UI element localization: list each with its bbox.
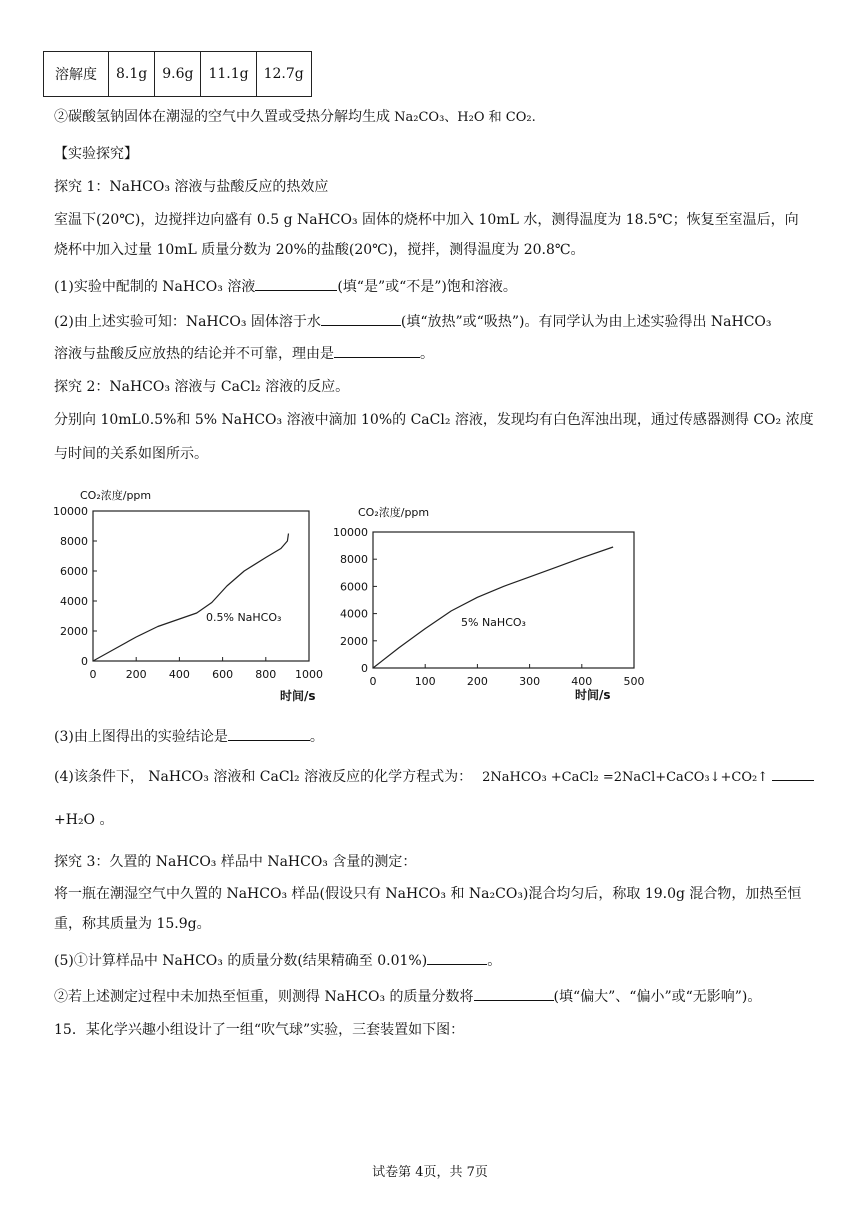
x-tick-label: 0 bbox=[369, 675, 377, 688]
x-tick-label: 500 bbox=[623, 675, 645, 688]
table-row bbox=[44, 52, 312, 97]
explore2-text-2: 与时间的关系如图所示。 bbox=[54, 446, 208, 462]
question-3-text: (3)由上图得出的实验结论是 bbox=[54, 729, 228, 745]
explore2-title: 探究 2：NaHCO₃ 溶液与 CaCl₂ 溶液的反应。 bbox=[54, 379, 350, 395]
question-3-end: 。 bbox=[309, 729, 324, 745]
question-5-1 bbox=[54, 950, 501, 971]
x-tick-label: 400 bbox=[571, 675, 593, 688]
y-tick-label: 4000 bbox=[60, 595, 88, 608]
table-cell: 11.1g bbox=[201, 52, 256, 97]
question-4-tail: +H₂O 。 bbox=[54, 812, 114, 828]
section-heading: 【实验探究】 bbox=[54, 146, 138, 162]
y-tick-label: 0 bbox=[361, 662, 368, 675]
x-tick-label: 600 bbox=[212, 668, 234, 681]
y-tick-label: 2000 bbox=[60, 625, 88, 638]
y-tick-label: 6000 bbox=[60, 565, 88, 578]
y-tick-label: 10000 bbox=[53, 505, 88, 518]
x-tick-label: 1000 bbox=[295, 668, 323, 681]
answer-blank-4[interactable] bbox=[228, 726, 310, 741]
y-tick-label: 0 bbox=[81, 655, 88, 668]
question-1 bbox=[54, 276, 517, 297]
x-axis-label: 时间/s bbox=[575, 688, 611, 702]
question-2-hint: (填“放热”或“吸热”)。有同学认为由上述实验得出 NaHCO₃ bbox=[400, 314, 772, 330]
answer-blank-3[interactable] bbox=[334, 343, 420, 358]
explore3-text-2: 重，称其质量为 15.9g。 bbox=[54, 916, 211, 932]
answer-blank-7[interactable] bbox=[474, 986, 554, 1001]
answer-blank-1[interactable] bbox=[255, 276, 337, 291]
question-5-2 bbox=[54, 986, 761, 1007]
note-decomposition bbox=[54, 107, 536, 128]
y-tick-label: 6000 bbox=[340, 580, 368, 594]
series-annotation: 0.5% NaHCO₃ bbox=[206, 611, 282, 624]
x-tick-label: 800 bbox=[255, 668, 277, 681]
explore2-text-1: 分别向 10mL0.5%和 5% NaHCO₃ 溶液中滴加 10%的 CaCl₂ 溶液，发现均有白色浑浊出现，通过传感器测得 CO₂ 浓度 bbox=[54, 412, 814, 428]
y-axis-label: CO₂浓度/ppm bbox=[80, 489, 152, 502]
x-tick-label: 200 bbox=[466, 675, 488, 688]
answer-blank-2[interactable] bbox=[321, 311, 401, 326]
question-5-1-text: (5)①计算样品中 NaHCO₃ 的质量分数(结果精确至 0.01%) bbox=[54, 953, 428, 969]
series-annotation: 5% NaHCO₃ bbox=[461, 616, 526, 629]
table-header-cell: 溶解度 bbox=[44, 52, 109, 97]
answer-blank-6[interactable] bbox=[427, 950, 487, 965]
chart-co2-5pct bbox=[330, 498, 650, 708]
x-axis-label: 时间/s bbox=[280, 689, 316, 703]
table-cell: 12.7g bbox=[256, 52, 311, 97]
note-text: ②碳酸氢钠固体在潮湿的空气中久置或受热分解均生成 bbox=[54, 109, 390, 125]
question-5-1-end: 。 bbox=[487, 953, 502, 969]
chart-co2-0.5pct bbox=[40, 478, 330, 708]
note-formula: Na₂CO₃、H₂O 和 CO₂. bbox=[390, 110, 536, 125]
explore3-title: 探究 3：久置的 NaHCO₃ 样品中 NaHCO₃ 含量的测定： bbox=[54, 854, 417, 870]
question-2 bbox=[54, 311, 772, 332]
question-15: 15．某化学兴趣小组设计了一组“吹气球”实验，三套装置如下图： bbox=[54, 1022, 465, 1038]
plot-frame bbox=[373, 532, 634, 668]
question-4 bbox=[54, 766, 814, 788]
plot-frame bbox=[93, 511, 309, 661]
y-tick-label: 2000 bbox=[340, 634, 368, 648]
question-2-text: (2)由上述实验可知：NaHCO₃ 固体溶于水 bbox=[54, 314, 321, 330]
solubility-table bbox=[43, 51, 312, 97]
series-line bbox=[93, 534, 289, 662]
x-tick-label: 300 bbox=[519, 675, 541, 688]
y-tick-label: 4000 bbox=[340, 607, 368, 621]
table-cell: 8.1g bbox=[109, 52, 155, 97]
x-tick-label: 400 bbox=[168, 668, 190, 681]
y-tick-label: 8000 bbox=[340, 553, 368, 567]
answer-blank-5[interactable] bbox=[772, 766, 814, 781]
question-2-end: 。 bbox=[420, 346, 434, 362]
x-tick-label: 200 bbox=[125, 668, 147, 681]
question-4-equation: 2NaHCO₃ +CaCl₂ =2NaCl+CaCO₃↓+CO₂↑ bbox=[482, 770, 769, 785]
question-5-2-hint: (填“偏大”、“偏小”或“无影响”)。 bbox=[553, 989, 762, 1005]
explore1-title: 探究 1：NaHCO₃ 溶液与盐酸反应的热效应 bbox=[54, 179, 329, 195]
y-tick-label: 10000 bbox=[333, 526, 368, 539]
explore1-text-2: 烧杯中加入过量 10mL 质量分数为 20%的盐酸(20℃)，搅拌，测得温度为 20.8℃。 bbox=[54, 242, 585, 258]
series-line bbox=[373, 547, 613, 668]
page-footer: 试卷第 4页，共 7页 bbox=[372, 1165, 488, 1180]
explore3-text-1: 将一瓶在潮湿空气中久置的 NaHCO₃ 样品(假设只有 NaHCO₃ 和 Na₂CO₃)混合均匀后，称取 19.0g 混合物，加热至恒 bbox=[54, 886, 802, 902]
question-5-2-text: ②若上述测定过程中未加热至恒重，则测得 NaHCO₃ 的质量分数将 bbox=[54, 989, 474, 1005]
question-3 bbox=[54, 726, 324, 747]
y-tick-label: 8000 bbox=[60, 535, 88, 548]
question-1-hint: (填“是”或“不是”)饱和溶液。 bbox=[337, 279, 517, 295]
table-cell: 9.6g bbox=[155, 52, 201, 97]
question-4-text: (4)该条件下， NaHCO₃ 溶液和 CaCl₂ 溶液反应的化学方程式为： bbox=[54, 769, 473, 785]
y-axis-label: CO₂浓度/ppm bbox=[358, 506, 430, 519]
explore1-text-1: 室温下(20℃)，边搅拌边向盛有 0.5 g NaHCO₃ 固体的烧杯中加入 10mL 水，测得温度为 18.5℃；恢复至室温后，向 bbox=[54, 212, 799, 228]
question-2-reason: 溶液与盐酸反应放热的结论并不可靠，理由是 bbox=[54, 346, 334, 362]
x-tick-label: 0 bbox=[89, 668, 97, 681]
question-1-text: (1)实验中配制的 NaHCO₃ 溶液 bbox=[54, 279, 256, 295]
question-2-cont bbox=[54, 343, 434, 364]
x-tick-label: 100 bbox=[414, 675, 436, 688]
